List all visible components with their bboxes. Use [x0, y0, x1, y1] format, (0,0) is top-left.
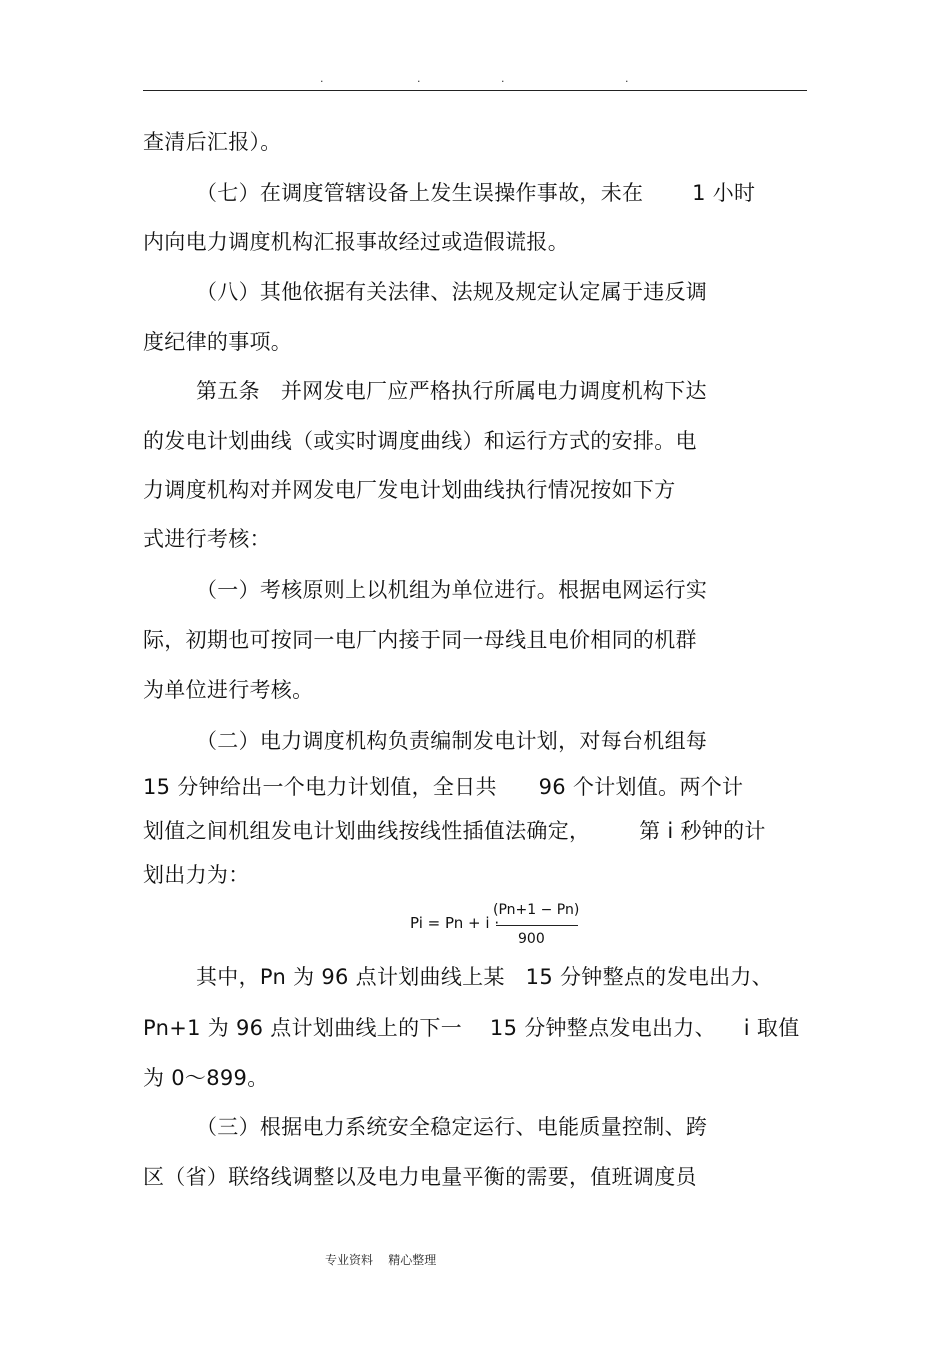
body-line-5: 度纪律的事项。: [143, 330, 293, 354]
body-line-12: 为单位进行考核。: [143, 678, 314, 702]
body-line-1: 查清后汇报）。: [143, 130, 282, 154]
header-dot-1: .: [320, 72, 324, 85]
body-line-7: 的发电计划曲线（或实时调度曲线）和运行方式的安排。电: [143, 429, 697, 453]
body-line-16: 划出力为：: [143, 863, 250, 887]
body-line-14: 15 分钟给出一个电力计划值，全日共 96 个计划值。两个计: [143, 775, 744, 799]
header-rule: [143, 90, 807, 91]
formula-denominator: 900: [518, 931, 545, 947]
body-line-19: 为 0～899。: [143, 1066, 269, 1090]
header-dots: [0, 72, 950, 86]
body-line-21: 区（省）联络线调整以及电力电量平衡的需要，值班调度员: [143, 1165, 697, 1189]
page-footer: 专业资料 精心整理: [325, 1253, 437, 1267]
formula-numerator: (Pn+1 − Pn): [493, 902, 580, 918]
body-line-9: 式进行考核：: [143, 527, 271, 551]
body-line-11: 际，初期也可按同一电厂内接于同一母线且电价相同的机群: [143, 628, 697, 652]
body-line-6: 第五条 并网发电厂应严格执行所属电力调度机构下达: [196, 379, 707, 403]
body-line-18: Pn+1 为 96 点计划曲线上的下一 15 分钟整点发电出力、 i 取值: [143, 1016, 800, 1040]
body-line-2: （七）在调度管辖设备上发生误操作事故，未在 1 小时: [196, 181, 756, 205]
body-line-10: （一）考核原则上以机组为单位进行。根据电网运行实: [196, 578, 708, 602]
body-line-3: 内向电力调度机构汇报事故经过或造假谎报。: [143, 230, 569, 254]
formula-fraction-bar: [496, 925, 578, 926]
interpolation-formula: [410, 900, 590, 950]
body-line-20: （三）根据电力系统安全稳定运行、电能质量控制、跨: [196, 1115, 708, 1139]
body-line-17: 其中，Pn 为 96 点计划曲线上某 15 分钟整点的发电出力、: [196, 965, 773, 989]
body-line-4: （八）其他依据有关法律、法规及规定认定属于违反调: [196, 280, 708, 304]
header-dot-2: .: [417, 72, 421, 85]
formula-lhs: Pi = Pn + i ·: [410, 914, 500, 932]
body-line-8: 力调度机构对并网发电厂发电计划曲线执行情况按如下方: [143, 478, 676, 502]
body-line-13: （二）电力调度机构负责编制发电计划，对每台机组每: [196, 729, 708, 753]
header-dot-3: .: [501, 72, 505, 85]
header-dot-4: .: [625, 72, 629, 85]
body-line-15: 划值之间机组发电计划曲线按线性插值法确定， 第 i 秒钟的计: [143, 819, 766, 843]
